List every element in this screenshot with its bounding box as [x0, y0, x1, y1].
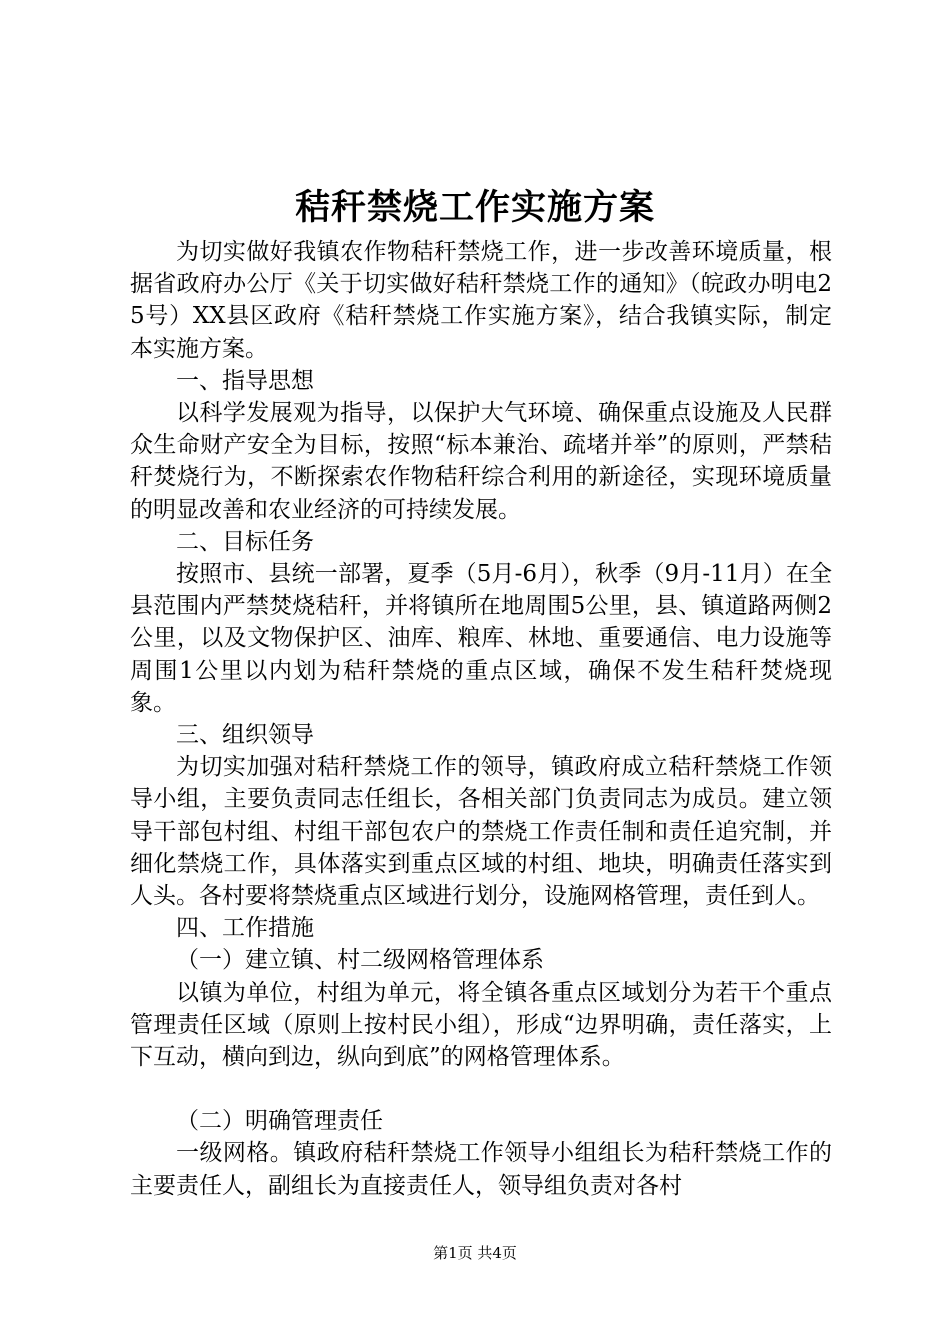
paragraph-objectives: 按照市、县统一部署，夏季（5月-6月），秋季（9月-11月）在全县范围内严禁焚烧秸秆，并将镇所在地周围5公里，县、镇道路两侧2公里，以及文物保护区、油库、粮库、林地、重要通信、电力设施等周围1公里以内划为秸秆禁烧的重点区域，确保不发生秸秆焚烧现象。: [130, 561, 832, 716]
document-body: [130, 236, 832, 1202]
section-heading-organization: 三、组织领导: [176, 722, 314, 749]
subsection-heading-responsibility: （二）明确管理责任: [176, 1108, 383, 1135]
paragraph-organization: 为切实加强对秸秆禁烧工作的领导，镇政府成立秸秆禁烧工作领导小组，主要负责同志任组长，各相关部门负责同志为成员。建立领导干部包村组、村组干部包农户的禁烧工作责任制和责任追究制，并细化禁烧工作，具体落实到重点区域的村组、地块，明确责任落实到人头。各村要将禁烧重点区域进行划分，设施网格管理，责任到人。: [130, 754, 832, 910]
paragraph-responsibility: 一级网格。镇政府秸秆禁烧工作领导小组组长为秸秆禁烧工作的主要责任人，副组长为直接责任人，领导组负责对各村: [130, 1140, 832, 1199]
paragraph-spacer: [130, 1073, 832, 1105]
document-title: 秸秆禁烧工作实施方案: [294, 187, 655, 228]
intro-paragraph: 为切实做好我镇农作物秸秆禁烧工作，进一步改善环境质量，根据省政府办公厅《关于切实做好秸秆禁烧工作的通知》（皖政办明电25号）XX县区政府《秸秆禁烧工作实施方案》，结合我镇实际，制定本实施方案。: [130, 239, 832, 362]
section-heading-guiding-ideology: 一、指导思想: [176, 367, 314, 394]
paragraph-grid-system: 以镇为单位，村组为单元，将全镇各重点区域划分为若干个重点管理责任区域（原则上按村民小组），形成“边界明确，责任落实，上下互动，横向到边，纵向到底”的网格管理体系。: [130, 979, 832, 1071]
section-heading-objectives: 二、目标任务: [176, 528, 314, 555]
paragraph-guiding-ideology: 以科学发展观为指导，以保护大气环境、确保重点设施及人民群众生命财产安全为目标，按照“标本兼治、疏堵并举”的原则，严禁秸秆焚烧行为，不断探索农作物秸秆综合利用的新途径，实现环境质量的明显改善和农业经济的可持续发展。: [130, 400, 832, 523]
subsection-heading-grid-system: （一）建立镇、村二级网格管理体系: [176, 947, 544, 974]
page-footer: 第1页 共4页: [433, 1244, 517, 1262]
section-heading-measures: 四、工作措施: [176, 915, 314, 942]
